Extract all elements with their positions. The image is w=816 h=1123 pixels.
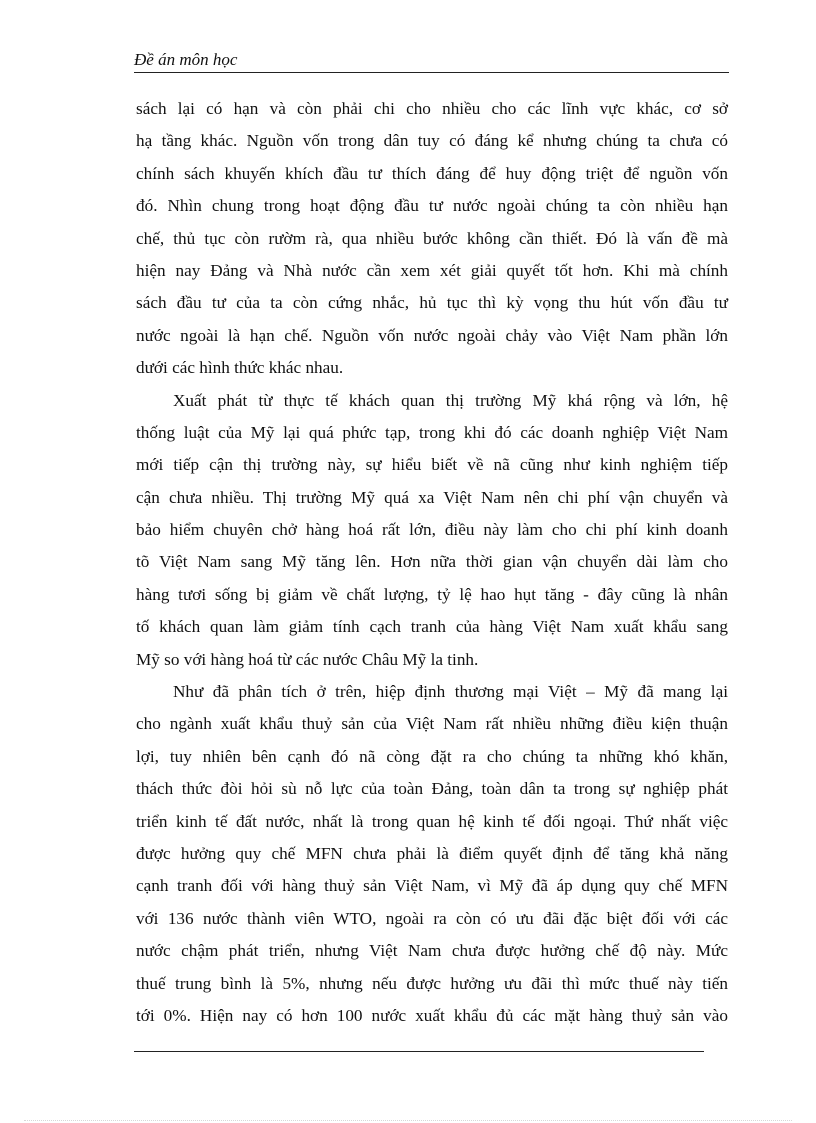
text-line: hạ tầng khác. Nguồn vốn trong dân tuy có đáng kể nhưng chúng ta chưa có bbox=[136, 131, 728, 151]
text-line: Xuất phát từ thực tế khách quan thị trường Mỹ khá rộng và lớn, hệ bbox=[173, 390, 728, 410]
text-line: bảo hiểm chuyên chở hàng hoá rất lớn, điều này làm cho chi phí kinh doanh bbox=[136, 520, 728, 540]
text-line: Mỹ so với hàng hoá từ các nước Châu Mỹ la tinh. bbox=[136, 649, 479, 669]
text-line: với 136 nước thành viên WTO, ngoài ra còn có ưu đãi đặc biệt đối với các bbox=[136, 908, 728, 928]
footer-rule bbox=[134, 1051, 704, 1052]
text-line: mới tiếp cận thị trường này, sự hiểu biết về nã cũng như kinh nghiệm tiếp bbox=[136, 455, 728, 475]
text-line: Như đã phân tích ở trên, hiệp định thương mại Việt – Mỹ đã mang lại bbox=[173, 682, 728, 702]
text-line: dưới các hình thức khác nhau. bbox=[136, 358, 344, 378]
text-line: cận chưa nhiều. Thị trường Mỹ quá xa Việt Nam nên chi phí vận chuyển và bbox=[136, 487, 728, 507]
paragraph-3 bbox=[136, 676, 728, 1032]
page-edge-divider bbox=[24, 1120, 792, 1121]
text-line: thống luật của Mỹ lại quá phức tạp, trong khi đó các doanh nghiệp Việt Nam bbox=[136, 422, 728, 442]
text-line: hàng tươi sống bị giảm về chất lượng, tỷ lệ hao hụt tăng - đây cũng là nhân bbox=[136, 584, 728, 604]
paragraph-1 bbox=[136, 93, 728, 385]
header-title: Đề án môn học bbox=[134, 50, 238, 69]
text-line: cho ngành xuất khẩu thuỷ sản của Việt Nam rất nhiều những điều kiện thuận bbox=[136, 714, 728, 734]
text-line: triển kinh tế đất nước, nhất là trong quan hệ kinh tế đối ngoại. Thứ nhất việc bbox=[136, 811, 728, 831]
text-line: tố khách quan làm giảm tính cạch tranh của hàng Việt Nam xuất khẩu sang bbox=[136, 617, 728, 637]
text-line: tới 0%. Hiện nay có hơn 100 nước xuất khẩu đủ các mặt hàng thuỷ sản vào bbox=[136, 1005, 728, 1025]
page-header bbox=[134, 48, 729, 73]
text-line: nước chậm phát triển, nhưng Việt Nam chưa được hưởng chế độ này. Mức bbox=[136, 941, 728, 961]
text-line: đó. Nhìn chung trong hoạt động đầu tư nước ngoài chúng ta còn nhiều hạn bbox=[136, 196, 728, 216]
text-line: thách thức đòi hỏi sù nỗ lực của toàn Đảng, toàn dân ta trong sự nghiệp phát bbox=[136, 779, 728, 799]
text-line: tõ Việt Nam sang Mỹ tăng lên. Hơn nữa thời gian vận chuyển dài làm cho bbox=[136, 552, 728, 572]
text-line: sách lại có hạn và còn phải chi cho nhiều cho các lĩnh vực khác, cơ sở bbox=[136, 99, 728, 118]
document-body bbox=[136, 93, 728, 1032]
text-line: hiện nay Đảng và Nhà nước cần xem xét giải quyết tốt hơn. Khi mà chính bbox=[136, 260, 728, 280]
text-line: chính sách khuyến khích đầu tư thích đáng để huy động triệt để nguồn vốn bbox=[136, 163, 728, 183]
text-line: cạnh tranh đối với hàng thuỷ sản Việt Nam, vì Mỹ đã áp dụng quy chế MFN bbox=[136, 876, 728, 896]
paragraph-2 bbox=[136, 385, 728, 677]
text-line: nước ngoài là hạn chế. Nguồn vốn nước ngoài chảy vào Việt Nam phần lớn bbox=[136, 325, 728, 345]
text-line: được hưởng quy chế MFN chưa phải là điểm quyết định để tăng khả năng bbox=[136, 843, 728, 863]
text-line: thuế trung bình là 5%, nhưng nếu được hưởng ưu đãi thì mức thuế này tiến bbox=[136, 973, 728, 993]
text-line: lợi, tuy nhiên bên cạnh đó nã còng đặt ra cho chúng ta những khó khăn, bbox=[136, 746, 728, 766]
text-line: chế, thủ tục còn rườm rà, qua nhiều bước không cần thiết. Đó là vấn đề mà bbox=[136, 228, 728, 248]
text-line: sách đầu tư của ta còn cứng nhắc, hủ tục thì kỳ vọng thu hút vốn đầu tư bbox=[136, 293, 728, 313]
